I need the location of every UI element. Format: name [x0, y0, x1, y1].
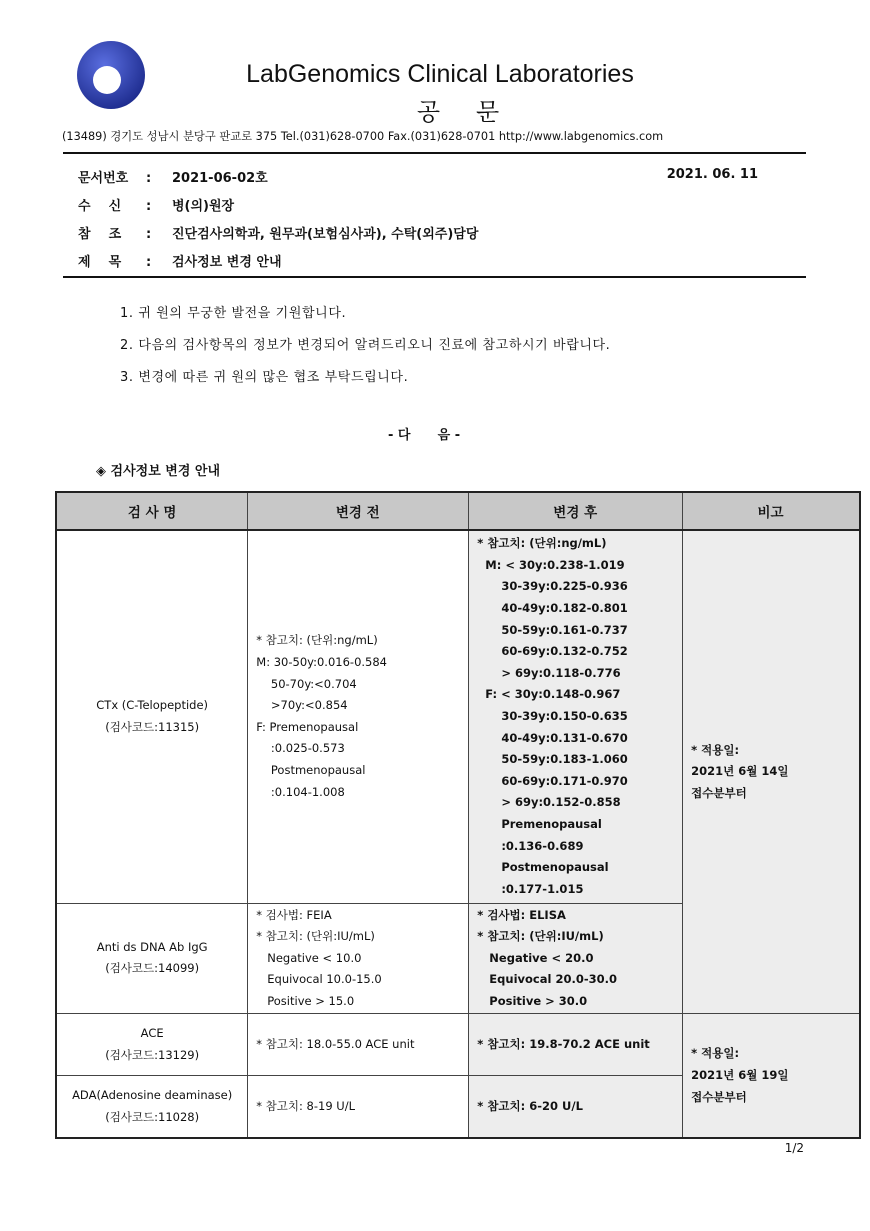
cell-line: (검사코드:11028) [105, 1109, 200, 1124]
colon: : [146, 227, 152, 242]
after-cell [469, 530, 683, 903]
cell-line: Negative < 10.0 [256, 950, 362, 965]
note-cell [683, 530, 860, 1014]
doc-number: 2021-06-02호 [172, 171, 268, 186]
cell-line: 2021년 6월 14일 [691, 764, 789, 779]
cell-line: * 참고치: (단위:IU/mL) [256, 929, 375, 944]
cell-line: Premenopausal [477, 816, 602, 831]
cell-line: ACE [140, 1026, 164, 1041]
reference-row [78, 223, 478, 242]
colon: : [146, 255, 152, 270]
top-divider [63, 152, 806, 154]
cell-line: ADA(Adenosine deaminase) [72, 1088, 233, 1103]
org-name: LabGenomics Clinical Laboratories [246, 60, 634, 88]
cell-line: Negative < 20.0 [477, 950, 594, 965]
cell-line: 60-69y:0.132-0.752 [477, 644, 628, 659]
cell-line: 40-49y:0.131-0.670 [477, 730, 628, 745]
cell-line: F: < 30y:0.148-0.967 [477, 687, 621, 702]
col-header-before: 변경 전 [248, 492, 469, 530]
cell-line: * 참고치: 8-19 U/L [256, 1098, 355, 1113]
recipient-row [78, 195, 234, 214]
cell-line: :0.177-1.015 [477, 881, 584, 896]
cell-line: > 69y:0.118-0.776 [477, 665, 621, 680]
test-name-cell [56, 903, 248, 1014]
cell-line: 30-39y:0.150-0.635 [477, 708, 628, 723]
col-header-note: 비고 [683, 492, 860, 530]
test-name-cell [56, 530, 248, 903]
recipient: 병(의)원장 [172, 199, 235, 214]
cell-line: M: < 30y:0.238-1.019 [477, 557, 625, 572]
before-cell [248, 903, 469, 1014]
test-name-cell [56, 1014, 248, 1076]
header-bottom-divider [63, 276, 806, 278]
paragraph-2: 2. 다음의 검사항목의 정보가 변경되어 알려드리오니 진료에 참고하시기 바랍니다. [120, 338, 611, 353]
cell-line: Postmenopausal [477, 860, 609, 875]
address: (13489) 경기도 성남시 분당구 판교로 375 Tel.(031)628-0700 Fax.(031)628-0701 http://www.labgenomics.com [62, 130, 664, 143]
cell-line: Equivocal 20.0-30.0 [477, 972, 617, 987]
before-cell [248, 1076, 469, 1138]
reference: 진단검사의학과, 원무과(보험심사과), 수탁(외주)담당 [172, 227, 479, 242]
cell-line: * 참고치: 6-20 U/L [477, 1098, 583, 1113]
cell-line: 50-59y:0.183-1.060 [477, 752, 628, 767]
after-cell [469, 1076, 683, 1138]
cell-line: 접수분부터 [691, 1089, 747, 1104]
cell-line: 60-69y:0.171-0.970 [477, 773, 628, 788]
cell-line: * 참고치: (단위:ng/mL) [477, 536, 607, 551]
table-row [56, 530, 860, 903]
col-header-test-name: 검 사 명 [56, 492, 248, 530]
subject-label: 제 목 [78, 255, 122, 270]
recipient-label: 수 신 [78, 199, 122, 214]
doc-number-row [78, 167, 268, 186]
cell-line: M: 30-50y:0.016-0.584 [256, 654, 387, 669]
cell-line: 2021년 6월 19일 [691, 1067, 789, 1082]
cell-line: Positive > 30.0 [477, 993, 588, 1008]
table-header-row [56, 492, 860, 530]
cell-line: :0.025-0.573 [256, 741, 345, 756]
before-cell [248, 530, 469, 903]
cell-line: Positive > 15.0 [256, 993, 355, 1008]
before-cell [248, 1014, 469, 1076]
paragraph-3: 3. 변경에 따른 귀 원의 많은 협조 부탁드립니다. [120, 370, 409, 385]
table-row [56, 1014, 860, 1076]
doc-date: 2021. 06. 11 [666, 167, 758, 182]
cell-line: 50-70y:<0.704 [256, 676, 357, 691]
cell-line: >70y:<0.854 [256, 698, 348, 713]
cell-line: * 참고치: 19.8-70.2 ACE unit [477, 1037, 650, 1052]
cell-line: (검사코드:11315) [105, 719, 200, 734]
after-cell [469, 1014, 683, 1076]
cell-line: 30-39y:0.225-0.936 [477, 579, 628, 594]
cell-line: > 69y:0.152-0.858 [477, 795, 621, 810]
col-header-after: 변경 후 [469, 492, 683, 530]
reference-label: 참 조 [78, 227, 122, 242]
cell-line: * 참고치: (단위:IU/mL) [477, 929, 604, 944]
cell-line: * 참고치: (단위:ng/mL) [256, 633, 378, 648]
cell-line: * 검사법: ELISA [477, 907, 566, 922]
after-cell [469, 903, 683, 1014]
doc-type: 공문 [416, 98, 536, 126]
cell-line: F: Premenopausal [256, 719, 359, 734]
section-title: ◈ 검사정보 변경 안내 [96, 464, 221, 479]
subject: 검사정보 변경 안내 [172, 255, 282, 270]
da-eum-heading: - 다 음 - [388, 428, 461, 443]
colon: : [146, 199, 152, 214]
cell-line: * 적용일: [691, 1046, 740, 1061]
cell-line: Anti ds DNA Ab IgG [96, 939, 208, 954]
cell-line: 50-59y:0.161-0.737 [477, 622, 628, 637]
cell-line: :0.136-0.689 [477, 838, 584, 853]
colon: : [146, 171, 152, 186]
cell-line: (검사코드:13129) [105, 1047, 200, 1062]
test-info-table [55, 491, 861, 1139]
cell-line: CTx (C-Telopeptide) [96, 698, 209, 713]
paragraph-1: 1. 귀 원의 무궁한 발전을 기원합니다. [120, 306, 347, 321]
cell-line: 접수분부터 [691, 786, 747, 801]
cell-line: Equivocal 10.0-15.0 [256, 972, 382, 987]
cell-line: 40-49y:0.182-0.801 [477, 600, 628, 615]
cell-line: Postmenopausal [256, 762, 366, 777]
labgenomics-logo [76, 40, 146, 110]
cell-line: * 참고치: 18.0-55.0 ACE unit [256, 1037, 415, 1052]
cell-line: * 검사법: FEIA [256, 907, 332, 922]
cell-line: :0.104-1.008 [256, 784, 345, 799]
cell-line: * 적용일: [691, 742, 740, 757]
test-name-cell [56, 1076, 248, 1138]
subject-row [78, 251, 282, 270]
note-cell [683, 1014, 860, 1138]
cell-line: (검사코드:14099) [105, 961, 200, 976]
doc-number-label: 문서번호 [78, 171, 129, 186]
page-number: 1/2 [784, 1141, 804, 1155]
